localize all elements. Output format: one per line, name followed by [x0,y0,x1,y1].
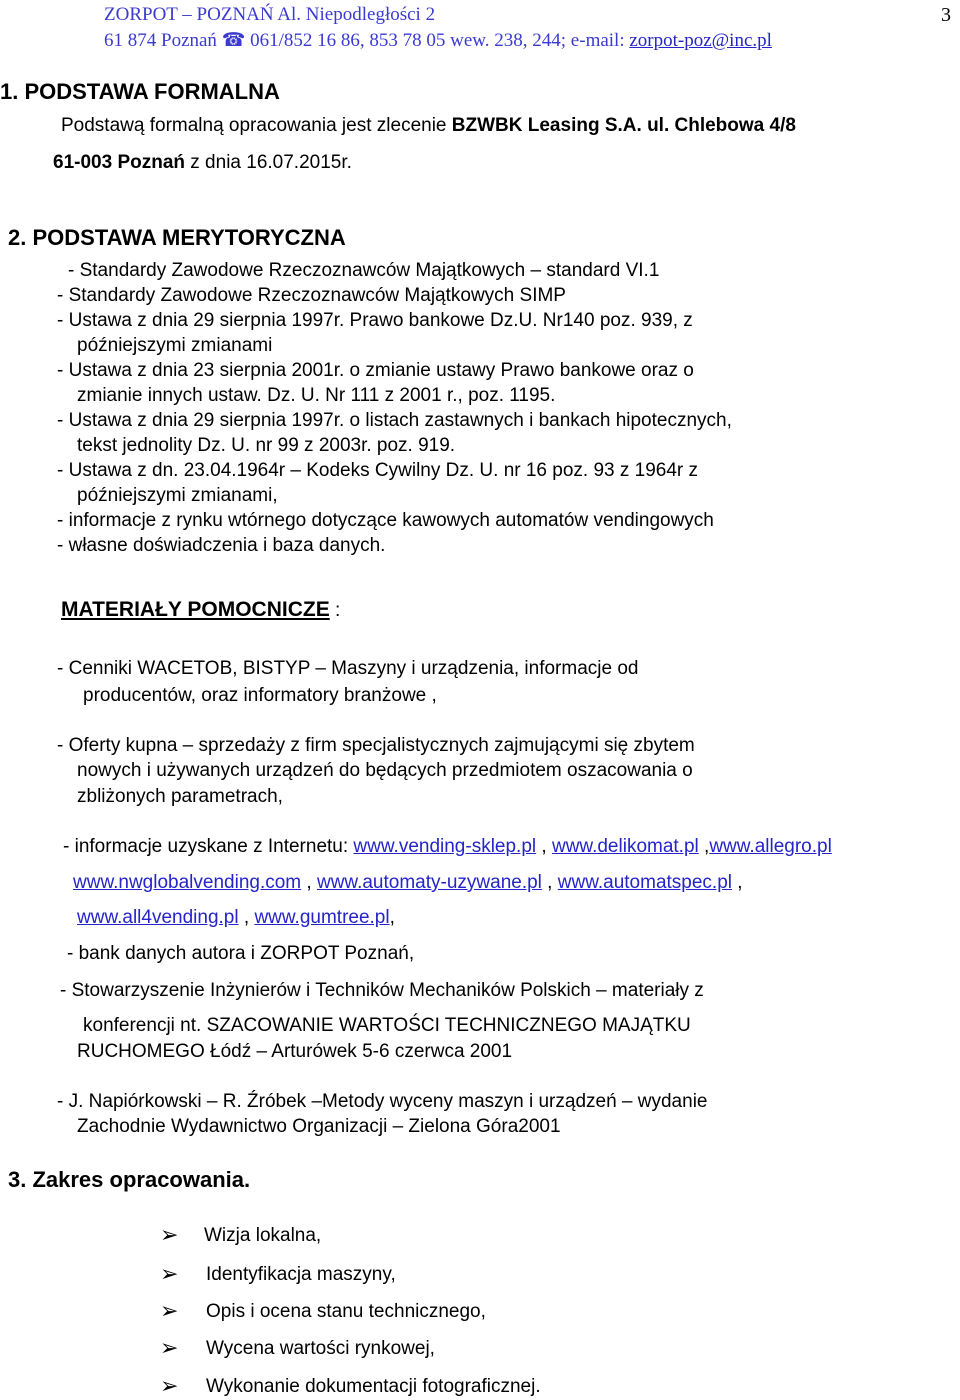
s2-list-item: - Standardy Zawodowe Rzeczoznawców Majątkowych – standard VI.1 [68,260,660,281]
section-2-heading: 2. PODSTAWA MERYTORYCZNA [8,225,346,250]
materials-line: producentów, oraz informatory branżowe , [83,685,437,706]
link-all4vending[interactable]: www.all4vending.pl [77,907,239,928]
s2-list-item: - informacje z rynku wtórnego dotyczące kawowych automatów vendingowych [57,510,714,531]
link-vending-sklep[interactable]: www.vending-sklep.pl [353,836,537,857]
s1-date: z dnia 16.07.2015r. [185,152,352,173]
materials-line: - J. Napiórkowski – R. Źróbek –Metody wyceny maszyn i urządzeń – wydanie [57,1091,708,1112]
s2-list-item: - własne doświadczenia i baza danych. [57,535,386,556]
scope-item-label: Opis i ocena stanu technicznego, [206,1301,486,1322]
s2-list-item: - Standardy Zawodowe Rzeczoznawców Majątkowych SIMP [57,285,566,306]
separator: , [389,907,395,928]
link-allegro[interactable]: www.allegro.pl [709,836,832,857]
section-3-heading: 3. Zakres opracowania. [8,1167,251,1192]
s2-list-item: - Ustawa z dn. 23.04.1964r – Kodeks Cywilny Dz. U. nr 16 poz. 93 z 1964r z [57,460,699,481]
s2-list-item: późniejszymi zmianami, [77,485,278,506]
scope-item-label: Wykonanie dokumentacji fotograficznej. [206,1376,541,1397]
arrowhead-bullet-icon: ➢ [160,1223,179,1248]
materials-line: nowych i używanych urządzeń do będących przedmiotem oszacowania o [77,760,693,781]
separator: , [238,907,255,928]
link-nwglobalvending[interactable]: www.nwglobalvending.com [73,872,302,893]
materials-line: - Cenniki WACETOB, BISTYP – Maszyny i urządzenia, informacje od [57,658,639,679]
separator: , [732,872,743,893]
materials-line: - bank danych autora i ZORPOT Poznań, [67,943,415,964]
arrowhead-bullet-icon: ➢ [160,1299,179,1324]
header-email-link[interactable]: zorpot-poz@inc.pl [629,30,772,51]
internet-sources-line-3 [77,907,395,929]
internet-sources-line-2 [73,872,743,894]
header-line-1: ZORPOT – POZNAŃ Al. Niepodległości 2 [104,4,436,25]
internet-sources-line-1 [63,836,832,858]
link-delikomat[interactable]: www.delikomat.pl [551,836,699,857]
link-automaty-uzywane[interactable]: www.automaty-uzywane.pl [316,872,542,893]
s2-list-item: - Ustawa z dnia 29 sierpnia 1997r. o listach zastawnych i bankach hipotecznych, [57,410,732,431]
section-1-heading: 1. PODSTAWA FORMALNA [0,79,280,104]
scope-item [160,1336,435,1361]
materials-heading: MATERIAŁY POMOCNICZE [61,598,330,621]
arrowhead-bullet-icon: ➢ [160,1262,179,1287]
materials-line: - Stowarzyszenie Inżynierów i Techników Mechaników Polskich – materiały z [60,980,704,1001]
materials-colon: : [329,600,341,621]
materials-line: RUCHOMEGO Łódź – Arturówek 5-6 czerwca 2001 [77,1041,513,1062]
page-number: 3 [941,4,951,26]
scope-item [160,1299,486,1324]
materials-line: Zachodnie Wydawnictwo Organizacji – Zielona Góra2001 [77,1116,561,1137]
scope-item [160,1374,541,1399]
materials-line: zbliżonych parametrach, [77,786,283,807]
s1-client-city: 61-003 Poznań [53,152,185,173]
s2-list-item: tekst jednolity Dz. U. nr 99 z 2003r. poz. 919. [77,435,456,456]
internet-prefix: - informacje uzyskane z Internetu: [63,836,354,857]
scope-item-label: Wycena wartości rynkowej, [206,1338,435,1359]
s2-list-item: - Ustawa z dnia 23 sierpnia 2001r. o zmianie ustawy Prawo bankowe oraz o [57,360,694,381]
telephone-icon: ☎ [221,30,246,51]
separator: , [698,836,710,857]
s2-list-item: zmianie innych ustaw. Dz. U. Nr 111 z 2001 r., poz. 1195. [77,385,556,406]
s2-list-item: późniejszymi zmianami [77,335,273,356]
s1-line-1-text: Podstawą formalną opracowania jest zlecenie [61,115,452,136]
link-gumtree[interactable]: www.gumtree.pl [254,907,390,928]
materials-heading-row [61,598,340,622]
separator: , [541,872,558,893]
separator: , [301,872,317,893]
arrowhead-bullet-icon: ➢ [160,1336,179,1361]
link-automatspec[interactable]: www.automatspec.pl [557,872,732,893]
scope-item-label: Identyfikacja maszyny, [206,1264,396,1285]
arrowhead-bullet-icon: ➢ [160,1374,179,1399]
s2-list-item: - Ustawa z dnia 29 sierpnia 1997r. Prawo bankowe Dz.U. Nr140 poz. 939, z [57,310,693,331]
materials-line: konferencji nt. SZACOWANIE WARTOŚCI TECHNICZNEGO MAJĄTKU [83,1015,691,1036]
s1-line-2 [53,152,352,174]
materials-line: - Oferty kupna – sprzedaży z firm specjalistycznych zajmującymi się zbytem [57,735,695,756]
scope-item [160,1223,322,1248]
s1-line-1 [61,115,796,137]
separator: , [536,836,552,857]
header-city: 61 874 Poznań [104,30,222,51]
scope-item-label: Wizja lokalna, [204,1225,322,1246]
header-line-2 [104,29,772,52]
header-phones: 061/852 16 86, 853 78 05 wew. 238, 244; e-mail: [245,30,630,51]
s1-client: BZWBK Leasing S.A. ul. Chlebowa 4/8 [451,115,796,136]
scope-item [160,1262,396,1287]
